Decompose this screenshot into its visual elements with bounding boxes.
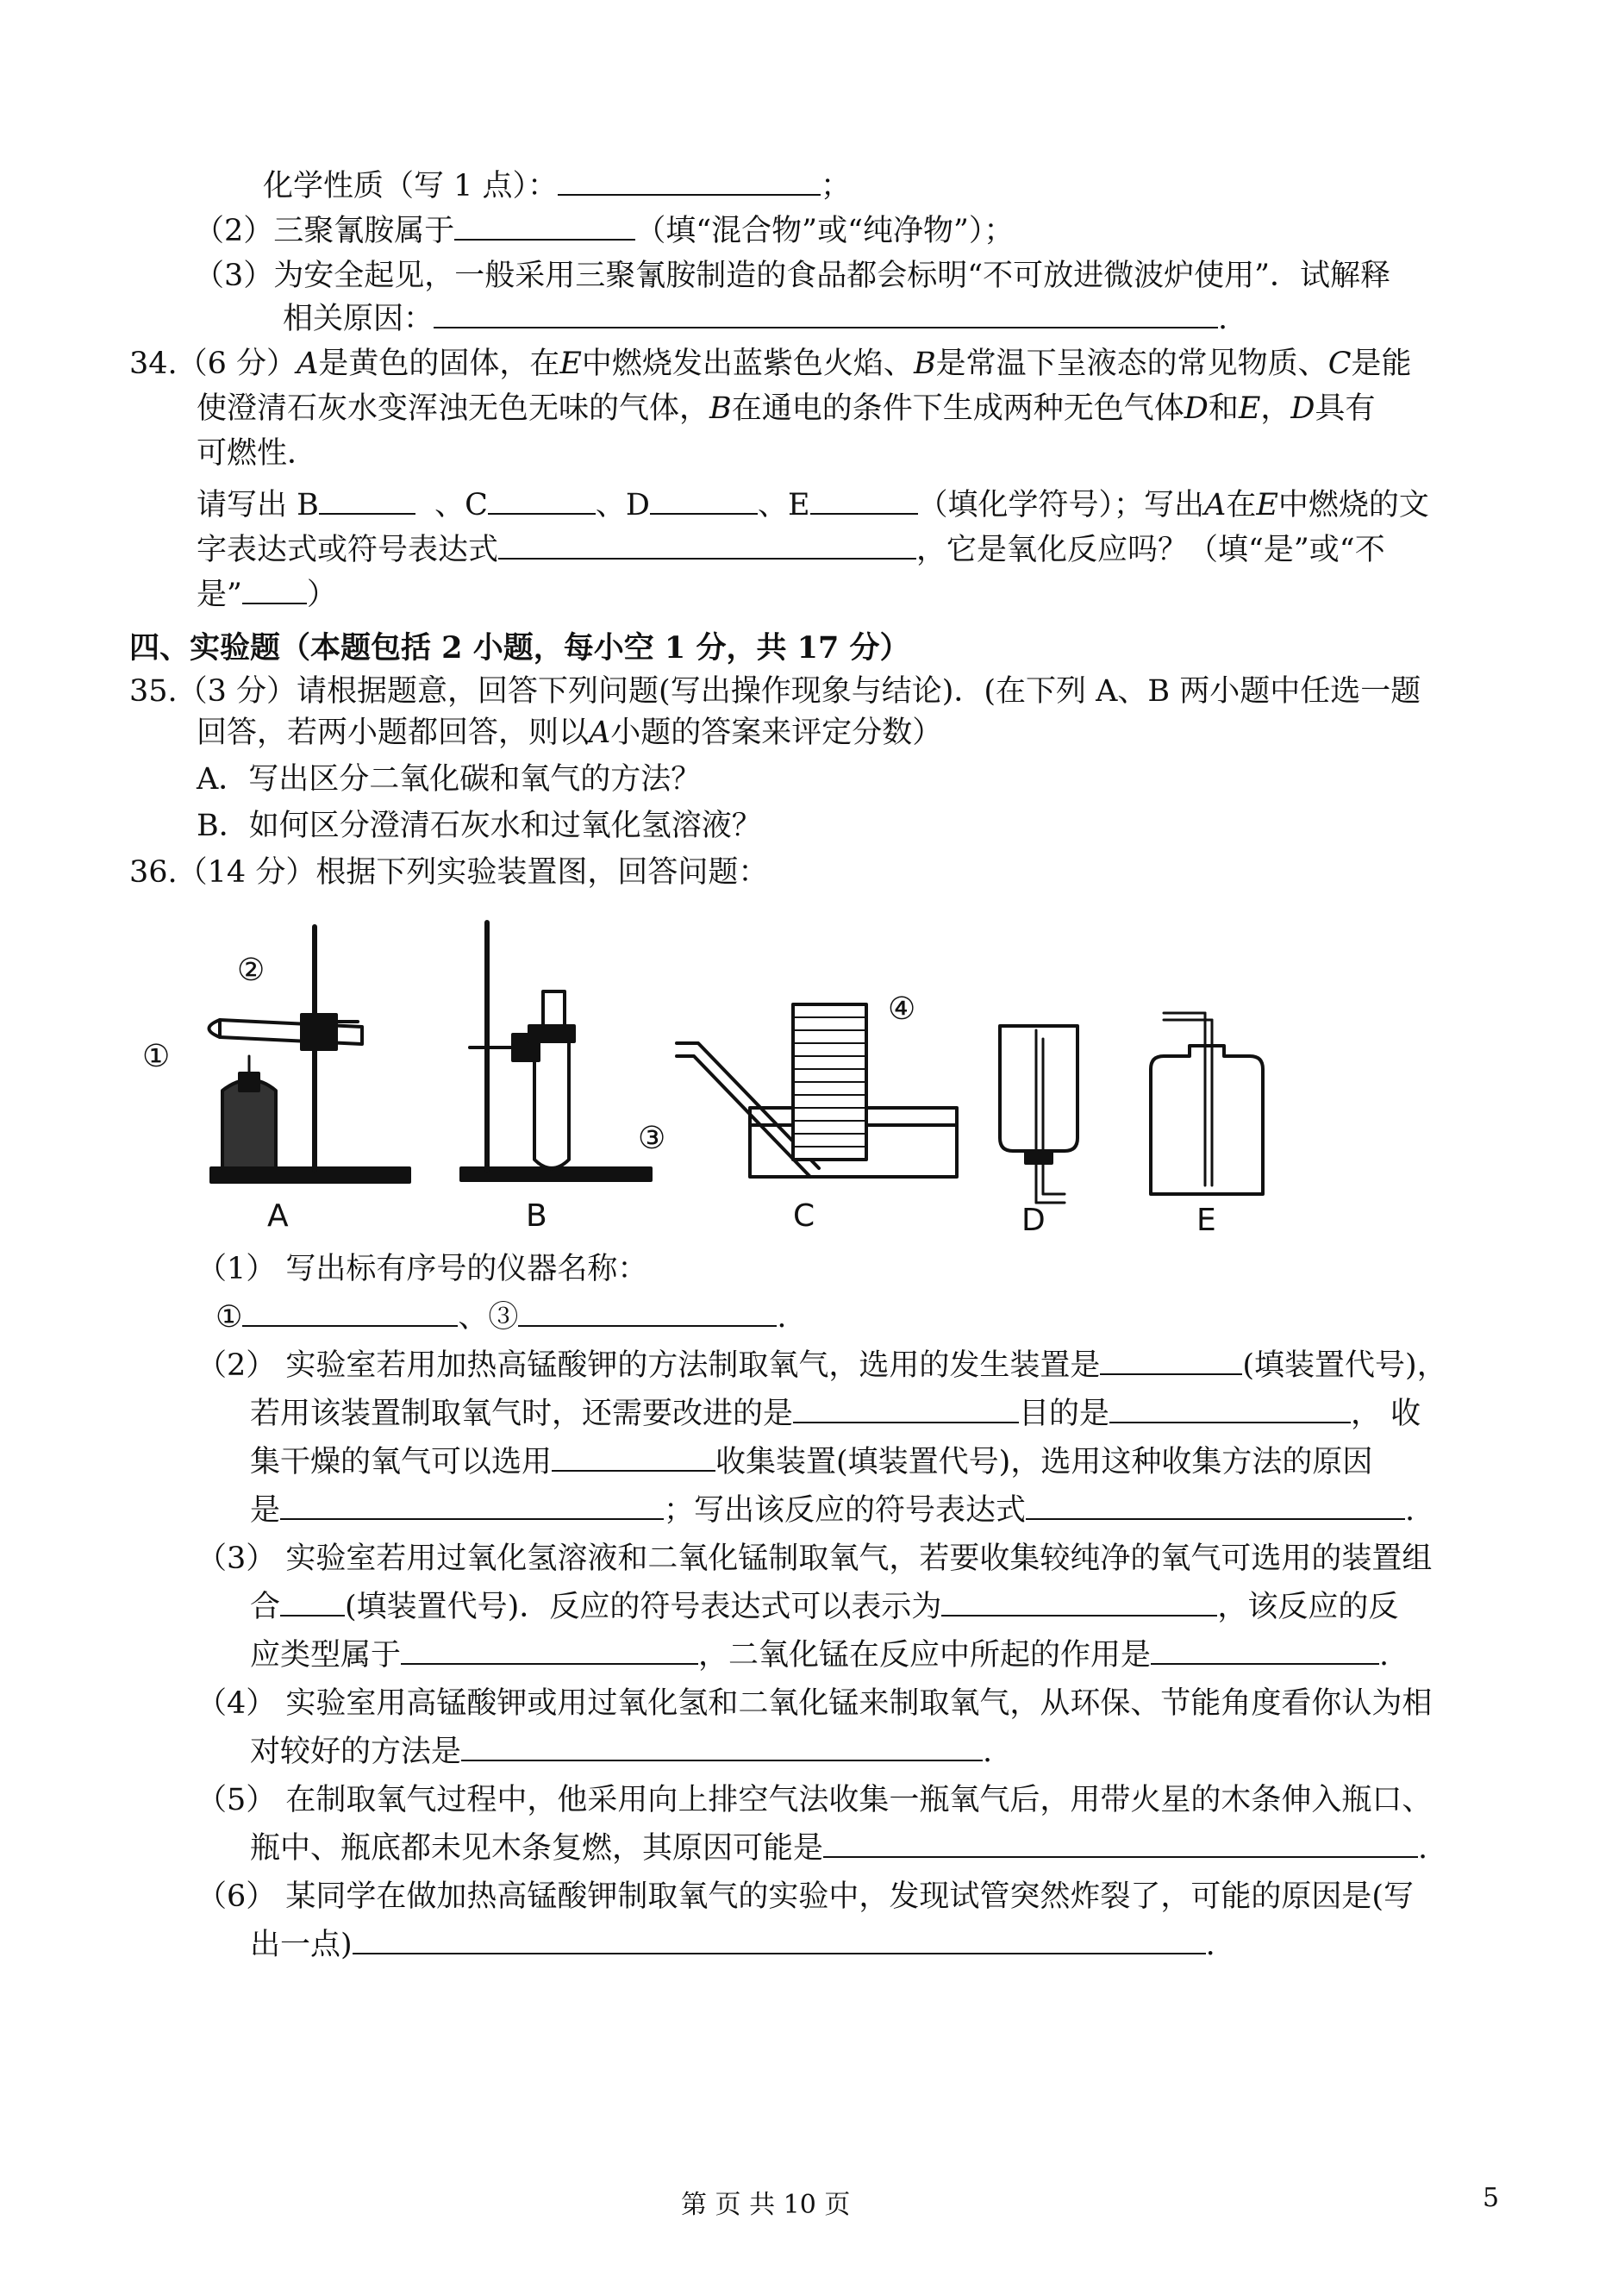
answer-blank[interactable] [454,211,635,241]
q35-line1: 35.（3 分）请根据题意，回答下列问题(写出操作现象与结论)．(在下列 A、B 两小题中任选一题 [129,674,1421,709]
q36-part1-blanks: ① 、③ . [215,1297,787,1338]
answer-blank[interactable] [1151,1635,1379,1665]
answer-blank[interactable] [558,166,821,196]
answer-blank[interactable] [280,1491,664,1520]
answer-blank[interactable] [242,575,307,604]
answer-blank[interactable] [1100,1346,1242,1375]
q34-line6: 是” ） [197,574,337,616]
answer-blank[interactable] [434,299,1218,328]
q36-part2-line1: （2） 实验室若用加热高锰酸钾的方法制取氧气，选用的发生装置是 (填装置代号)， [197,1345,1447,1386]
answer-blank[interactable] [1109,1394,1351,1423]
figure-label-a: A [267,1198,289,1234]
apparatus-d-drawing [1000,1026,1077,1203]
marker-2: ② [237,953,265,988]
answer-blank[interactable] [280,1587,345,1617]
answer-blank[interactable] [319,485,415,515]
q35-option-a: A．写出区分二氧化碳和氧气的方法？ [197,762,702,797]
apparatus-e-drawing [1151,1013,1263,1194]
q34-line3: 可燃性． [197,436,318,471]
q33-sub3-reason: 相关原因： . [283,298,1227,340]
answer-blank[interactable] [353,1925,1206,1954]
marker-1: ① [142,1039,171,1074]
q36-part5-line1: （5） 在制取氧气过程中，他采用向上排空气法收集一瓶氧气后，用带火星的木条伸入瓶口、 [197,1783,1433,1817]
answer-blank[interactable] [242,1298,458,1327]
answer-blank[interactable] [810,485,918,515]
q36-title: 36.（14 分）根据下列实验装置图，回答问题： [129,855,769,890]
q34-line4: 请写出 B 、C 、D 、E （填化学符号）；写出A在E中燃烧的文 [197,485,1429,526]
figure-label-d: D [1021,1203,1046,1238]
q33-sub2: （2）三聚氰胺属于 （填“混合物”或“纯净物”）； [194,210,1014,252]
apparatus-c-drawing [677,1004,957,1177]
marker-3: ③ [638,1121,666,1156]
marker-4: ④ [888,991,916,1027]
apparatus-b-drawing [461,922,651,1180]
answer-blank[interactable] [823,1829,1418,1858]
apparatus-drawing [129,918,1508,1237]
answer-blank[interactable] [401,1635,698,1665]
q36-part3-line2: 合 (填装置代号)．反应的符号表达式可以表示为 ，该反应的反 [250,1586,1398,1628]
answer-blank[interactable] [498,530,916,560]
q36-part1: （1） 写出标有序号的仪器名称： [197,1252,648,1286]
apparatus-figure [129,918,1508,1237]
q36-part2-line3: 集干燥的氧气可以选用 收集装置(填装置代号)，选用这种收集方法的原因 [250,1441,1372,1483]
answer-blank[interactable] [518,1298,777,1327]
q34-line2: 使澄清石灰水变浑浊无色无味的气体，B在通电的条件下生成两种无色气体D和E，D具有 [197,391,1376,426]
q36-part4-line2: 对较好的方法是 . [250,1731,992,1773]
q36-part3-line1: （3） 实验室若用过氧化氢溶液和二氧化锰制取氧气，若要收集较纯净的氧气可选用的装置组 [197,1541,1433,1576]
q35-option-b: B．如何区分澄清石灰水和过氧化氢溶液？ [197,809,762,843]
q36-part2-line2: 若用该装置制取氧气时，还需要改进的是 目的是 ， 收 [250,1393,1421,1435]
answer-blank[interactable] [650,485,758,515]
q34-line5: 字表达式或符号表达式 ，它是氧化反应吗？（填“是”或“不 [197,529,1385,571]
answer-blank[interactable] [1026,1491,1405,1520]
answer-blank[interactable] [461,1732,983,1761]
q33-sub3: （3）为安全起见，一般采用三聚氰胺制造的食品都会标明“不可放进微波炉使用”．试解释 [194,259,1391,293]
footer-page-number: 5 [1483,2183,1500,2213]
figure-label-b: B [526,1198,547,1234]
q36-part4-line1: （4） 实验室用高锰酸钾或用过氧化氢和二氧化锰来制取氧气，从环保、节能角度看你认为相 [197,1686,1433,1721]
answer-blank[interactable] [552,1442,715,1472]
q36-part6-line2: 出一点) . [250,1924,1215,1966]
q36-part5-line2: 瓶中、瓶底都未见木条复燃，其原因可能是 . [250,1828,1427,1869]
section-heading: 四、实验题（本题包括 2 小题，每小空 1 分，共 17 分） [129,630,910,666]
answer-blank[interactable] [941,1587,1217,1617]
q36-part3-line3: 应类型属于 ，二氧化锰在反应中所起的作用是 . [250,1635,1389,1676]
q35-line2: 回答，若两小题都回答，则以A小题的答案来评定分数） [197,716,943,750]
q36-part2-line4: 是 ；写出该反应的符号表达式 . [250,1490,1415,1531]
q33-line0: 化学性质（写 1 点）： ； [263,166,851,207]
answer-blank[interactable] [793,1394,1019,1423]
figure-label-e: E [1196,1203,1216,1238]
answer-blank[interactable] [488,485,596,515]
footer-page-count: 第 页 共 10 页 [681,2190,851,2220]
figure-label-c: C [793,1198,815,1234]
q36-part6-line1: （6） 某同学在做加热高锰酸钾制取氧气的实验中，发现试管突然炸裂了，可能的原因是(写 [197,1879,1415,1914]
q34-line1: 34.（6 分）A是黄色的固体，在E中燃烧发出蓝紫色火焰、B是常温下呈液态的常见物质、C是能 [129,347,1412,381]
